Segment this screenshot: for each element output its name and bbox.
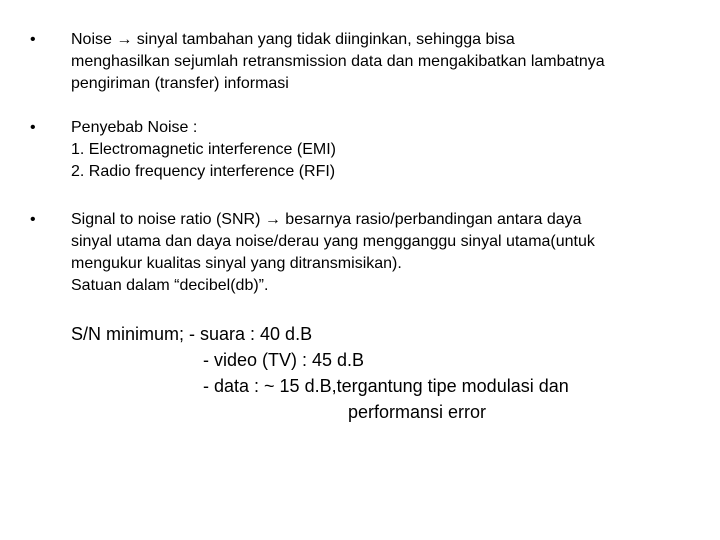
bullet-2-marker: • bbox=[30, 119, 36, 136]
bullet-3-line-3: mengukur kualitas sinyal yang ditransmisikan). bbox=[71, 255, 402, 272]
snr-minimum-block bbox=[71, 321, 569, 425]
bullet-2-text bbox=[71, 117, 691, 183]
bullet-3-marker: • bbox=[30, 211, 36, 228]
bullet-3-line-1: Signal to noise ratio (SNR) → besarnya rasio/perbandingan antara daya bbox=[71, 211, 582, 228]
snr-line-voice: S/N minimum; - suara : 40 d.B bbox=[71, 324, 313, 344]
bullet-3-text bbox=[71, 209, 691, 297]
bullet-1-line-3: pengiriman (transfer) informasi bbox=[71, 75, 289, 92]
snr-line-video: - video (TV) : 45 d.B bbox=[203, 350, 365, 370]
bullet-2-line-1: Penyebab Noise : bbox=[71, 119, 198, 136]
bullet-3-line-4: Satuan dalam “decibel(db)”. bbox=[71, 277, 269, 294]
bullet-1-line-1: Noise → sinyal tambahan yang tidak diinginkan, sehingga bisa bbox=[71, 31, 515, 48]
bullet-3-line-2: sinyal utama dan daya noise/derau yang mengganggu sinyal utama(untuk bbox=[71, 233, 595, 250]
snr-line-performance: performansi error bbox=[348, 402, 487, 422]
bullet-1-line-2: menghasilkan sejumlah retransmission data dan mengakibatkan lambatnya bbox=[71, 53, 605, 70]
bullet-2-line-2: 1. Electromagnetic interference (EMI) bbox=[71, 141, 336, 158]
bullet-1-text bbox=[71, 29, 691, 95]
snr-line-data: - data : ~ 15 d.B,tergantung tipe modulasi dan bbox=[203, 376, 569, 396]
bullet-2-line-3: 2. Radio frequency interference (RFI) bbox=[71, 163, 336, 180]
bullet-1-marker: • bbox=[30, 31, 36, 48]
